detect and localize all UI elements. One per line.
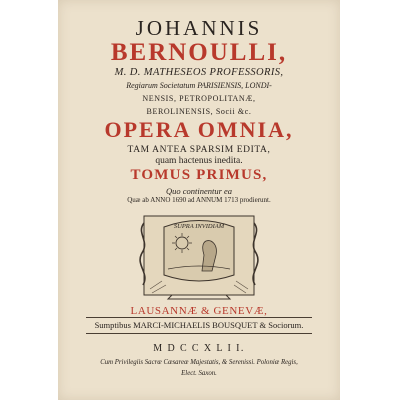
- vignette-motto: SUPRA INVIDIAM: [173, 223, 225, 230]
- credentials-line-4: BEROLINENSIS, Socii &c.: [146, 107, 252, 116]
- subtitle-line-1: TAM ANTEA SPARSIM EDITA,: [127, 145, 271, 155]
- privilege-line-1: Cum Privilegiis Sacræ Cæsareæ Majestatis, & Serenissi. Poloniæ Regis,: [100, 359, 298, 366]
- title-page: [58, 0, 340, 400]
- rule-below-printer: [86, 333, 312, 334]
- credentials-line-2: Regiarum Societatum PARISIENSIS, LONDI-: [126, 81, 272, 90]
- printer-line: Sumptibus MARCI-MICHAELIS BOUSQUET & Sociorum.: [94, 320, 304, 330]
- engraved-vignette: [138, 211, 260, 301]
- work-title: OPERA OMNIA,: [104, 117, 294, 142]
- publication-date: M D C C X L I I.: [153, 343, 245, 354]
- vignette-base: [168, 295, 230, 299]
- author-surname: BERNOULLI,: [110, 39, 288, 66]
- rule-above-printer: [86, 317, 312, 318]
- years-line: Quæ ab ANNO 1690 ad ANNUM 1713 prodierunt.: [127, 196, 271, 204]
- contents-line: Quo continentur ea: [165, 186, 233, 196]
- credentials-line-3: NENSIS, PETROPOLITANÆ,: [142, 94, 256, 103]
- credentials-line-1: M. D. MATHESEOS PROFESSORIS,: [114, 67, 284, 78]
- place-of-publication: LAUSANNÆ & GENEVÆ,: [130, 305, 268, 317]
- subtitle-line-2: quam hactenus inedita.: [155, 156, 243, 166]
- volume-label: TOMUS PRIMUS,: [130, 167, 268, 183]
- author-first-name: JOHANNIS: [135, 16, 263, 40]
- privilege-line-2: Elect. Saxon.: [181, 370, 217, 377]
